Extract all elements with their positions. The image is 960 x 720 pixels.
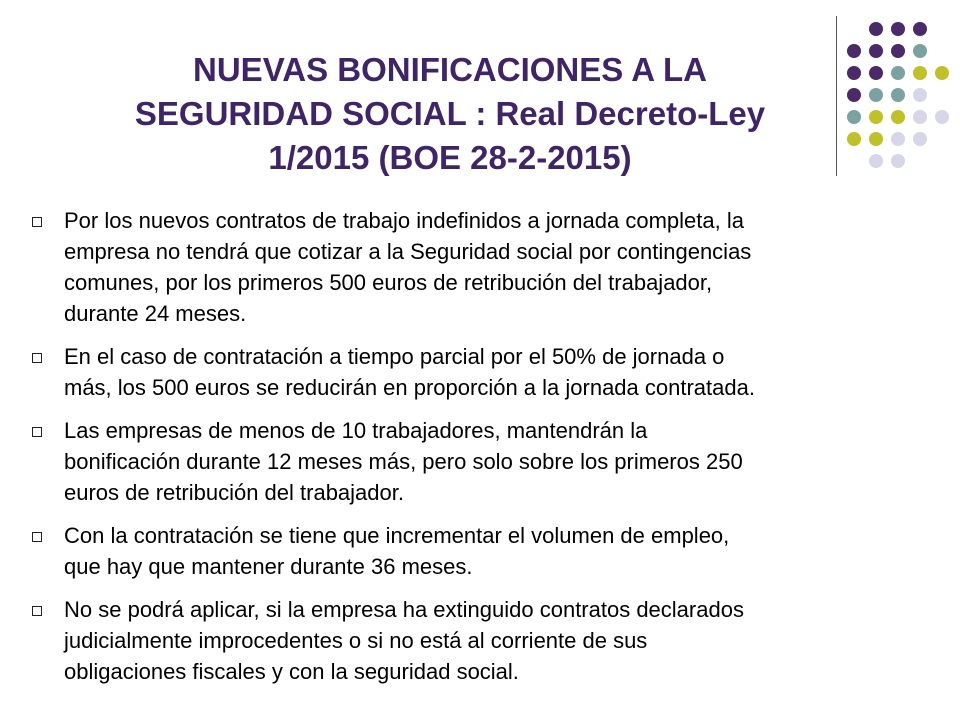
decorative-dot [869,154,883,168]
bullet-text [64,594,928,687]
bullet-item [28,415,928,508]
bullet-text [64,205,928,329]
decorative-dot [847,66,861,80]
bullet-list [28,205,928,699]
decorative-dot [891,44,905,58]
title-line-1: NUEVAS BONIFICACIONES A LA [193,51,707,88]
square-bullet-icon [32,532,42,542]
bullet-text [64,415,928,508]
decorative-dot [913,44,927,58]
bullet-item [28,205,928,329]
bullet-line: durante 24 meses. [64,301,247,326]
square-bullet-icon [32,606,42,616]
bullet-line: euros de retribución del trabajador. [64,480,404,505]
bullet-item [28,520,928,582]
bullet-text [64,341,928,403]
square-bullet-icon [32,427,42,437]
decorative-dot [935,110,949,124]
square-bullet-icon [32,353,42,363]
decorative-dot [869,88,883,102]
title-divider-line [836,16,837,176]
decorative-dot [869,132,883,146]
slide-title [95,48,805,180]
decorative-dot [913,132,927,146]
bullet-line: obligaciones fiscales y con la seguridad social. [64,659,519,684]
bullet-line: más, los 500 euros se reducirán en proporción a la jornada contratada. [64,375,755,400]
title-line-3: 1/2015 (BOE 28-2-2015) [268,139,632,176]
decorative-dot [869,66,883,80]
decorative-dot [891,154,905,168]
bullet-line: En el caso de contratación a tiempo parcial por el 50% de jornada o [64,344,725,369]
decorative-dot [935,66,949,80]
decorative-dot [869,44,883,58]
decorative-dot [891,66,905,80]
bullet-line: Con la contratación se tiene que incrementar el volumen de empleo, [64,523,730,548]
decorative-dot [891,132,905,146]
bullet-line: No se podrá aplicar, si la empresa ha extinguido contratos declarados [64,597,744,622]
bullet-item [28,341,928,403]
decorative-dot [913,66,927,80]
decorative-dot [913,110,927,124]
decorative-dot [913,22,927,36]
decorative-dot [869,22,883,36]
decorative-dot [913,88,927,102]
bullet-line: bonificación durante 12 meses más, pero solo sobre los primeros 250 [64,449,743,474]
bullet-line: que hay que mantener durante 36 meses. [64,554,473,579]
decorative-dot [847,132,861,146]
decorative-dot [891,110,905,124]
decorative-dot [847,88,861,102]
title-line-2: SEGURIDAD SOCIAL : Real Decreto-Ley [134,95,766,132]
bullet-line: comunes, por los primeros 500 euros de retribución del trabajador, [64,270,713,295]
square-bullet-icon [32,217,42,227]
bullet-line: Las empresas de menos de 10 trabajadores, mantendrán la [64,418,648,443]
decorative-dot [847,44,861,58]
bullet-line: Por los nuevos contratos de trabajo indefinidos a jornada completa, la [64,208,744,233]
decorative-dot [869,110,883,124]
decorative-dot [891,22,905,36]
bullet-item [28,594,928,687]
decorative-dot [847,110,861,124]
bullet-line: empresa no tendrá que cotizar a la Seguridad social por contingencias [64,239,752,264]
bullet-line: judicialmente improcedentes o si no está al corriente de sus [64,628,648,653]
decorative-dot [891,88,905,102]
bullet-text [64,520,928,582]
